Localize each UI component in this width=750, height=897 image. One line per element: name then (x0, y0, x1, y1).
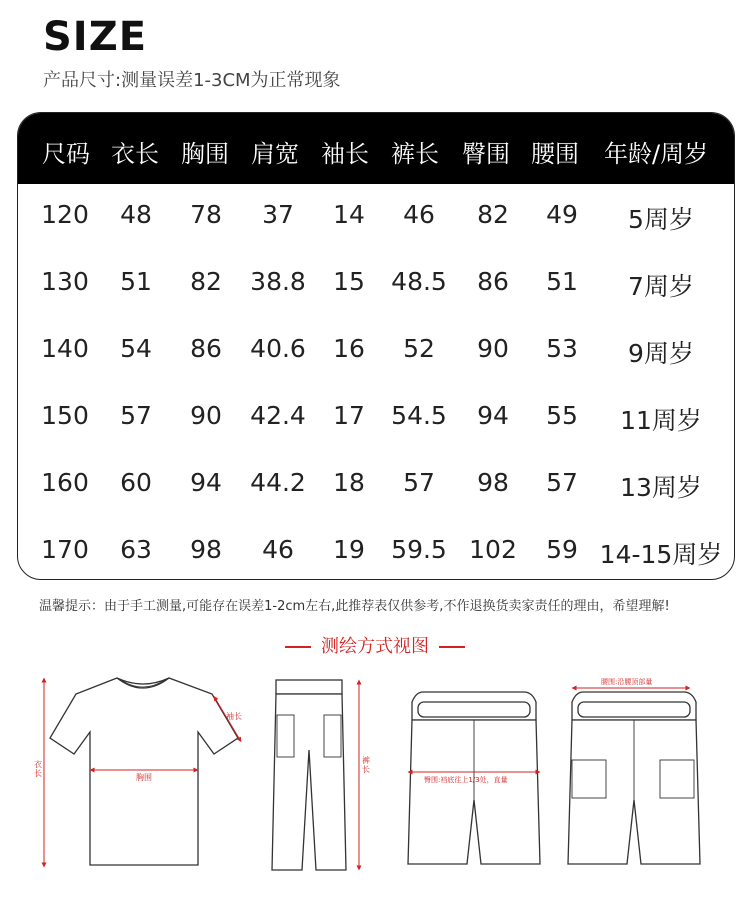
table-cell: 14 (333, 200, 365, 229)
warm-tip-note: 温馨提示：由于手工测量,可能存在误差1-2cm左右,此推荐表仅供参考,不作退换货卖家责任的理由，希望理解! (39, 599, 670, 614)
table-cell: 98 (477, 468, 509, 497)
table-cell: 9周岁 (628, 339, 694, 368)
table-header-cell: 尺码 (42, 140, 90, 168)
table-cell: 7周岁 (628, 272, 694, 301)
label-tshirt-chest: 胸围 (136, 773, 152, 782)
table-cell: 49 (546, 200, 578, 229)
measurement-method-title (0, 632, 750, 658)
label-tshirt-sleeve: 袖长 (226, 712, 242, 721)
table-cell: 90 (477, 334, 509, 363)
table-header-row (18, 113, 734, 184)
table-cell: 60 (120, 468, 152, 497)
table-cell: 51 (120, 267, 152, 296)
table-cell: 19 (333, 535, 365, 564)
table-cell: 40.6 (250, 334, 306, 363)
table-cell: 160 (41, 468, 89, 497)
shorts-back-drawing (568, 692, 700, 864)
table-cell: 57 (546, 468, 578, 497)
measurement-diagrams (0, 660, 750, 890)
table-cell: 42.4 (250, 401, 306, 430)
table-cell: 54 (120, 334, 152, 363)
table-cell: 140 (41, 334, 89, 363)
table-cell: 98 (190, 535, 222, 564)
table-cell: 54.5 (391, 401, 447, 430)
table-cell: 15 (333, 267, 365, 296)
table-cell: 170 (41, 535, 89, 564)
table-cell: 94 (190, 468, 222, 497)
table-header-cell: 腰围 (531, 140, 579, 168)
table-cell: 18 (333, 468, 365, 497)
table-header-cell: 裤长 (391, 140, 439, 168)
title-dash-right (439, 646, 465, 648)
table-header-cell: 臀围 (462, 140, 510, 168)
size-table (17, 112, 735, 580)
table-cell: 59 (546, 535, 578, 564)
table-cell: 120 (41, 200, 89, 229)
table-cell: 90 (190, 401, 222, 430)
table-cell: 48.5 (391, 267, 447, 296)
label-hip: 臀围:裆底往上1/3处，直量 (424, 776, 508, 784)
table-cell: 86 (477, 267, 509, 296)
table-cell: 16 (333, 334, 365, 363)
table-header-cell: 衣长 (111, 140, 159, 168)
label-tshirt-length: 衣长 (34, 760, 42, 778)
table-cell: 5周岁 (628, 205, 694, 234)
table-cell: 94 (477, 401, 509, 430)
label-pants-length: 裤长 (362, 756, 370, 774)
table-cell: 82 (477, 200, 509, 229)
table-cell: 14-15周岁 (599, 540, 723, 569)
table-cell: 44.2 (250, 468, 306, 497)
table-header-cell: 袖长 (321, 140, 369, 168)
table-cell: 78 (190, 200, 222, 229)
page-subtitle: 产品尺寸:测量误差1-3CM为正常现象 (43, 70, 341, 91)
table-cell: 46 (403, 200, 435, 229)
page-title: SIZE (43, 14, 148, 60)
measurement-method-text: 测绘方式视图 (321, 636, 429, 657)
title-dash-left (285, 646, 311, 648)
table-cell: 46 (262, 535, 294, 564)
table-header-cell: 胸围 (181, 140, 229, 168)
table-cell: 63 (120, 535, 152, 564)
table-cell: 17 (333, 401, 365, 430)
table-cell: 82 (190, 267, 222, 296)
table-cell: 59.5 (391, 535, 447, 564)
table-cell: 53 (546, 334, 578, 363)
table-cell: 57 (120, 401, 152, 430)
table-cell: 55 (546, 401, 578, 430)
table-cell: 13周岁 (620, 473, 702, 502)
table-cell: 130 (41, 267, 89, 296)
table-cell: 37 (262, 200, 294, 229)
table-cell: 48 (120, 200, 152, 229)
table-cell: 11周岁 (620, 406, 702, 435)
table-cell: 57 (403, 468, 435, 497)
table-cell: 52 (403, 334, 435, 363)
long-pants-drawing (272, 680, 346, 870)
table-cell: 51 (546, 267, 578, 296)
diagram-svg (0, 660, 750, 890)
table-cell: 150 (41, 401, 89, 430)
label-waist: 腰围:沿腰顶部量 (601, 678, 653, 686)
table-cell: 102 (469, 535, 517, 564)
table-header-cell: 肩宽 (251, 140, 299, 168)
table-cell: 38.8 (250, 267, 306, 296)
table-cell: 86 (190, 334, 222, 363)
table-header-cell: 年龄/周岁 (604, 140, 709, 168)
